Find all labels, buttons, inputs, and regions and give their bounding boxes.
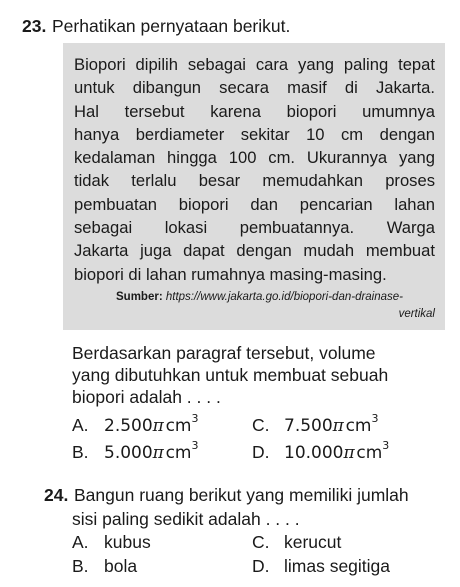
unit: cm [345, 416, 372, 436]
option-24-d[interactable] [252, 555, 390, 577]
pi-symbol: π [152, 416, 164, 436]
unit: cm [356, 443, 383, 463]
option-text: bola [104, 556, 138, 576]
passage-line: Biopori dipilih sebagai cara yang paling tepat [74, 55, 435, 74]
question-23-heading [22, 15, 290, 37]
question-24-number: 24. [44, 485, 69, 505]
question-24-heading [44, 484, 409, 506]
option-value: 2.500 [104, 416, 153, 436]
passage-line: hanya berdiameter sekitar 10 cm dengan [74, 124, 435, 144]
exponent: 3 [191, 439, 199, 453]
option-value: 5.000 [104, 443, 153, 463]
option-letter: D. [252, 442, 270, 462]
question-23-stem-line: biopori adalah . . . . [72, 387, 221, 407]
passage-line: kedalaman hingga 100 cm. Ukurannya yang [74, 148, 435, 168]
passage-line: Hal tersebut karena biopori umumnya [74, 101, 435, 121]
question-24-prompt-line: sisi paling sedikit adalah . . . . [72, 509, 300, 529]
unit: cm [165, 416, 192, 436]
passage-source [74, 289, 435, 306]
option-23-a[interactable] [72, 414, 198, 437]
option-23-d[interactable] [252, 441, 389, 464]
option-23-c[interactable] [252, 414, 378, 437]
option-letter: A. [72, 532, 89, 552]
option-letter: A. [72, 415, 89, 435]
pi-symbol: π [332, 416, 344, 436]
exponent: 3 [382, 439, 390, 453]
passage-line: sebagai lokasi pembuatannya. Warga [74, 218, 435, 238]
question-23-number: 23. [22, 16, 47, 36]
option-letter: C. [252, 532, 270, 552]
option-24-a[interactable] [72, 531, 151, 553]
question-23-stem-line: Berdasarkan paragraf tersebut, volume [72, 343, 376, 363]
passage-line: untuk dibangun secara masif di Jakarta. [74, 78, 435, 98]
source-label: Sumber: [116, 290, 163, 303]
pi-symbol: π [152, 443, 164, 463]
exponent: 3 [371, 412, 379, 426]
option-24-c[interactable] [252, 531, 341, 553]
option-letter: D. [252, 556, 270, 576]
question-23-stem-line: yang dibutuhkan untuk membuat sebuah [72, 365, 389, 385]
option-letter: C. [252, 415, 270, 435]
passage-box [63, 43, 445, 330]
question-24-prompt: Bangun ruang berikut yang memiliki jumlah [74, 485, 409, 505]
passage-line: pembuatan biopori dan pencarian lahan [74, 194, 435, 214]
unit: cm [165, 443, 192, 463]
passage-line: Jakarta juga dapat dengan mudah membuat [74, 241, 435, 261]
option-letter: B. [72, 556, 89, 576]
option-letter: B. [72, 442, 89, 462]
question-23-prompt: Perhatikan pernyataan berikut. [52, 16, 291, 36]
pi-symbol: π [343, 443, 355, 463]
option-value: 7.500 [284, 416, 333, 436]
passage-line: biopori di lahan rumahnya masing-masing. [74, 264, 387, 284]
source-url-continued: vertikal [398, 307, 435, 320]
source-url: https://www.jakarta.go.id/biopori-dan-drainase- [165, 290, 404, 303]
option-23-b[interactable] [72, 441, 198, 464]
option-text: kerucut [284, 532, 342, 552]
option-24-b[interactable] [72, 555, 137, 577]
option-text: limas segitiga [284, 556, 391, 576]
option-value: 10.000 [284, 443, 344, 463]
option-text: kubus [104, 532, 151, 552]
passage-line: tidak terlalu besar memudahkan proses [74, 171, 435, 191]
exponent: 3 [191, 412, 199, 426]
